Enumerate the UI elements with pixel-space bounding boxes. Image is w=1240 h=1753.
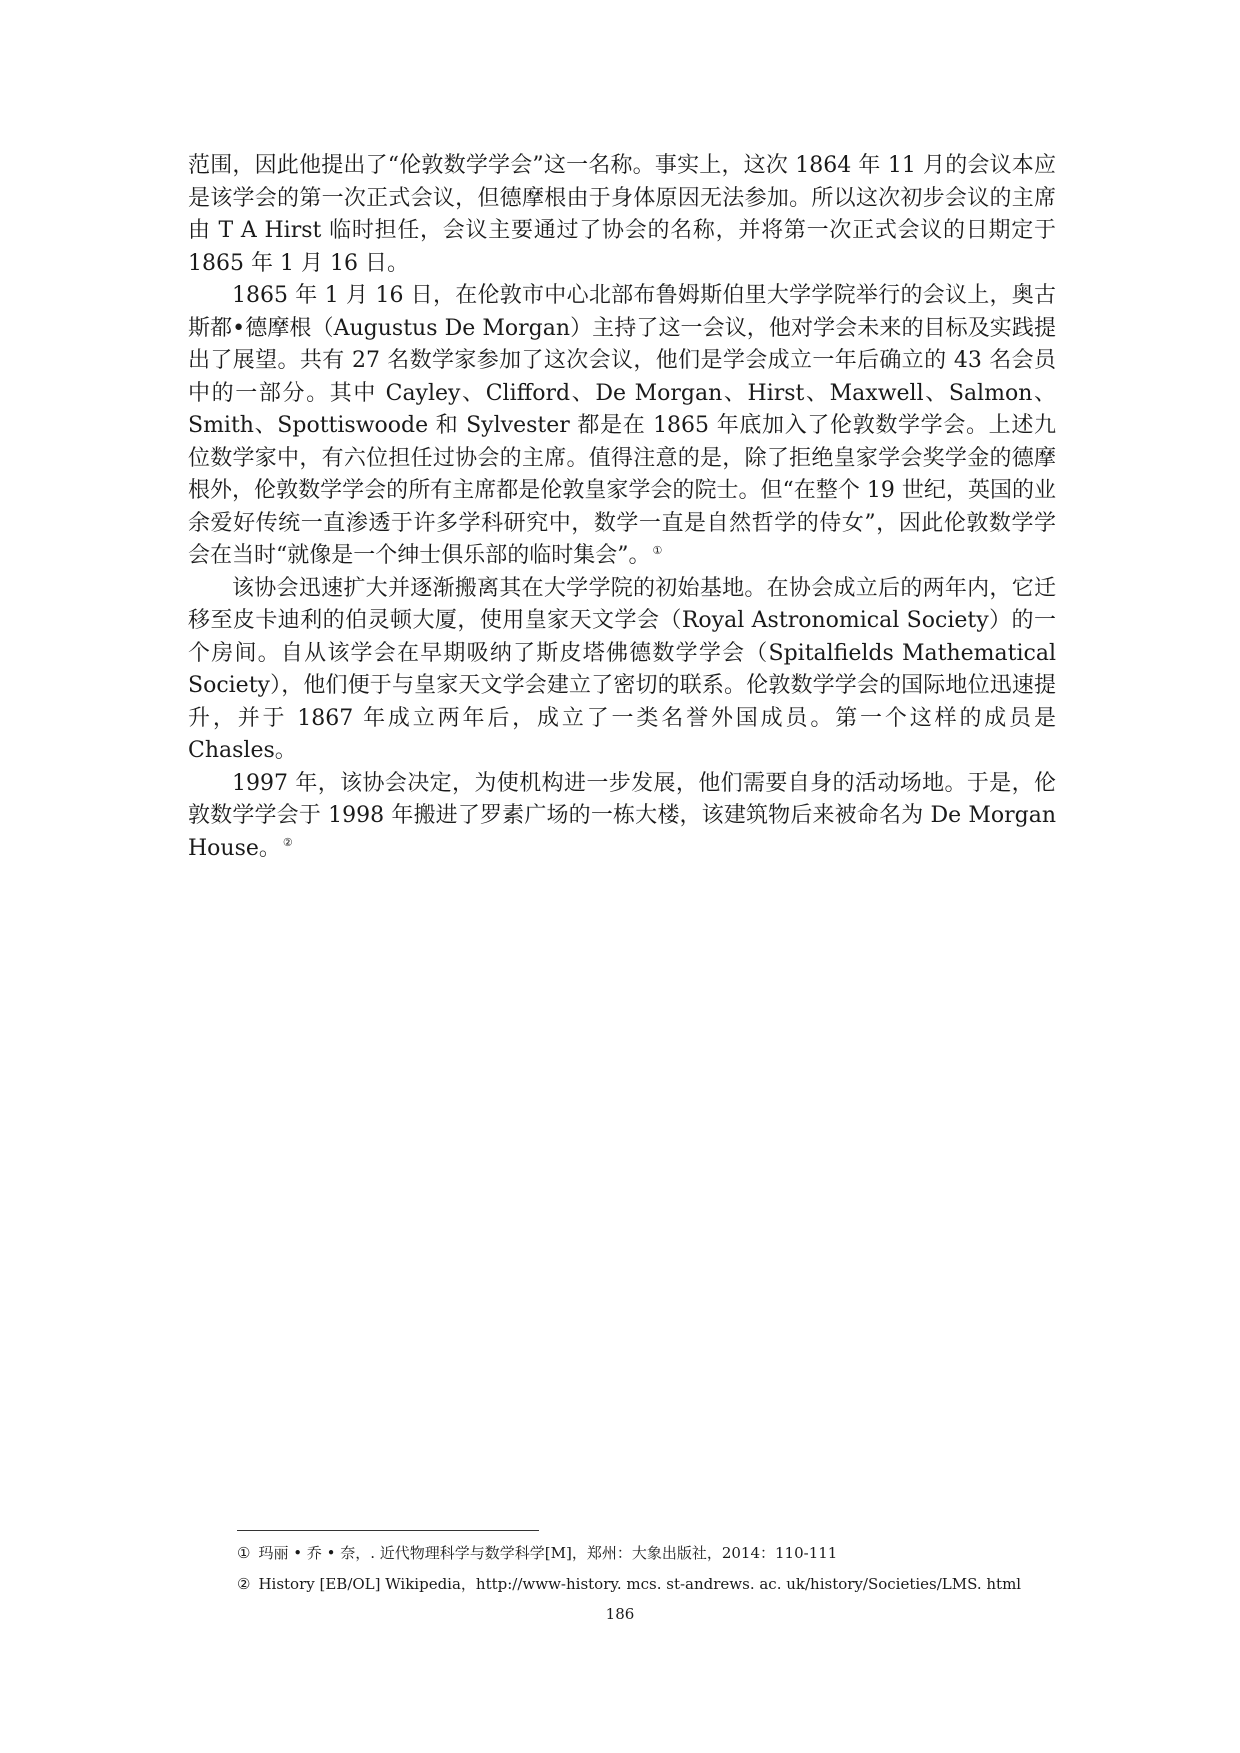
paragraph-3 [188,573,1056,768]
body-text [188,150,1056,865]
footnote-ref-1[interactable]: ① [652,543,663,557]
page-number: 186 [605,1605,635,1623]
paragraph-1 [188,150,1056,280]
footnote-2-mark: ② [237,1575,251,1593]
paragraph-4 [188,768,1056,866]
footnote-1-text: 玛丽 • 乔 • 奈，. 近代物理科学与数学科学[M]，郑州：大象出版社，2014：110-111 [258,1544,838,1562]
paragraph-1-text: 范围，因此他提出了“伦敦数学学会”这一名称。事实上，这次 1864 年 11 月的会议本应是该学会的第一次正式会议，但德摩根由于身体原因无法参加。所以这次初步会议的主席由 T A Hirst 临时担任，会议主要通过了协会的名称，并将第一次正式会议的日期定于 1865 年 1 月 16 日。 [188,153,1056,276]
footnote-1-mark: ① [237,1544,251,1562]
footnote-2 [237,1574,1057,1594]
footnote-1 [237,1543,1057,1563]
paragraph-4-text: 1997 年，该协会决定，为使机构进一步发展，他们需要自身的活动场地。于是，伦敦数学学会于 1998 年搬进了罗素广场的一栋大楼，该建筑物后来被命名为 De Morgan House。 [188,770,1056,861]
paragraph-2-text: 1865 年 1 月 16 日，在伦敦市中心北部布鲁姆斯伯里大学学院举行的会议上，奥古斯都•德摩根（Augustus De Morgan）主持了这一会议，他对学会未来的目标及实践提出了展望。共有 27 名数学家参加了这次会议，他们是学会成立一年后确立的 43 名会员中的一部分。其中 Cayley、Clifford、De Morgan、Hirst、Maxwell、Salmon、Smith、Spottiswoode 和 Sylvester 都是在 1865 年底加入了伦敦数学学会。上述九位数学家中，有六位担任过协会的主席。值得注意的是，除了拒绝皇家学会奖学金的德摩根外，伦敦数学学会的所有主席都是伦敦皇家学会的院士。但“在整个 19 世纪，英国的业余爱好传统一直渗透于许多学科研究中，数学一直是自然哲学的侍女”，因此伦敦数学学会在当时“就像是一个绅士俱乐部的临时集会”。 [188,283,1056,568]
footnote-divider [237,1530,539,1531]
paragraph-2 [188,280,1056,573]
paragraph-3-text: 该协会迅速扩大并逐渐搬离其在大学学院的初始基地。在协会成立后的两年内，它迁移至皮卡迪利的伯灵顿大厦，使用皇家天文学会（Royal Astronomical Society）的一个房间。自从该学会在早期吸纳了斯皮塔佛德数学学会（Spitalfields Mathematical Society），他们便于与皇家天文学会建立了密切的联系。伦敦数学学会的国际地位迅速提升，并于 1867 年成立两年后，成立了一类名誉外国成员。第一个这样的成员是 Chasles。 [188,575,1056,763]
footnote-ref-2[interactable]: ② [282,836,293,850]
footnote-2-text[interactable]: History [EB/OL] Wikipedia，http://www-history. mcs. st-andrews. ac. uk/history/Societies/LMS. html [258,1575,1022,1593]
footnotes [237,1543,1057,1605]
